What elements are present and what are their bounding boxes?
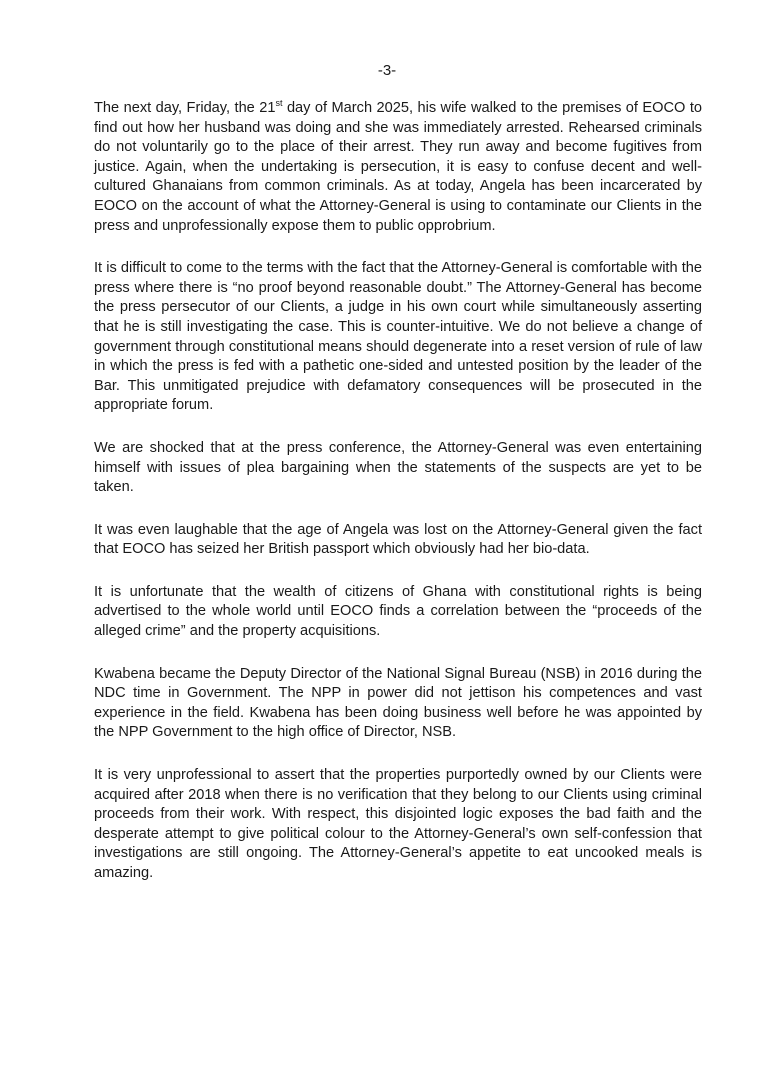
ordinal-suffix: st: [275, 98, 283, 109]
paragraph-1: [94, 99, 702, 236]
paragraph-1-text-rest: day of March 2025, his wife walked to the premises of EOCO to find out how her husband was doing and she was immediately arrested. Rehearsed criminals do not voluntarily go to the place of their arrest. They run away and become fugitives from justice. Again, when the undertaking is persecution, it is easy to confuse decent and well-cultured Ghanaians from common criminals. As at today, Angela has been incarcerated by EOCO on the account of what the Attorney-General is using to contaminate our Clients in the press and unprofessionally expose them to public opprobrium.: [94, 100, 703, 234]
paragraph-5: It is unfortunate that the wealth of citizens of Ghana with constitutional rights is being advertised to the whole world until EOCO finds a correlation between the “proceeds of the alleged crime” and the property acquisitions.: [94, 583, 702, 640]
paragraph-7: It is very unprofessional to assert that the properties purportedly owned by our Clients were acquired after 2018 when there is no verification that they belong to our Clients using criminal proceeds from their work. With respect, this disjointed logic exposes the bad faith and the desperate attempt to give political colour to the Attorney-General’s own self-confession that investigations are still ongoing. The Attorney-General’s appetite to eat uncooked meals is amazing.: [94, 767, 702, 881]
paragraph-3: We are shocked that at the press conference, the Attorney-General was even entertaining himself with issues of plea bargaining when the statements of the suspects are yet to be taken.: [94, 439, 702, 496]
document-body: [94, 99, 702, 907]
paragraph-1-text-start: The next day, Friday, the 21: [94, 100, 276, 116]
paragraph-4: It was even laughable that the age of Angela was lost on the Attorney-General given the fact that EOCO has seized her British passport which obviously had her bio-data.: [94, 521, 702, 558]
paragraph-2: It is difficult to come to the terms with the fact that the Attorney-General is comfortable with the press where there is “no proof beyond reasonable doubt.” The Attorney-General has become the press persecutor of our Clients, a judge in his own court while simultaneously asserting that he is still investigating the case. This is counter-intuitive. We do not believe a change of government through constitutional means should degenerate into a reset version of rule of law in which the press is fed with a pathetic one-sided and untested position by the leader of the Bar. This unmitigated prejudice with defamatory consequences will be prosecuted in the appropriate forum.: [94, 260, 702, 414]
paragraph-6: Kwabena became the Deputy Director of the National Signal Bureau (NSB) in 2016 during the NDC time in Government. The NPP in power did not jettison his competences and vast experience in the field. Kwabena has been doing business well before he was appointed by the NPP Government to the high office of Director, NSB.: [94, 665, 702, 741]
page-number: -3-: [377, 62, 397, 79]
